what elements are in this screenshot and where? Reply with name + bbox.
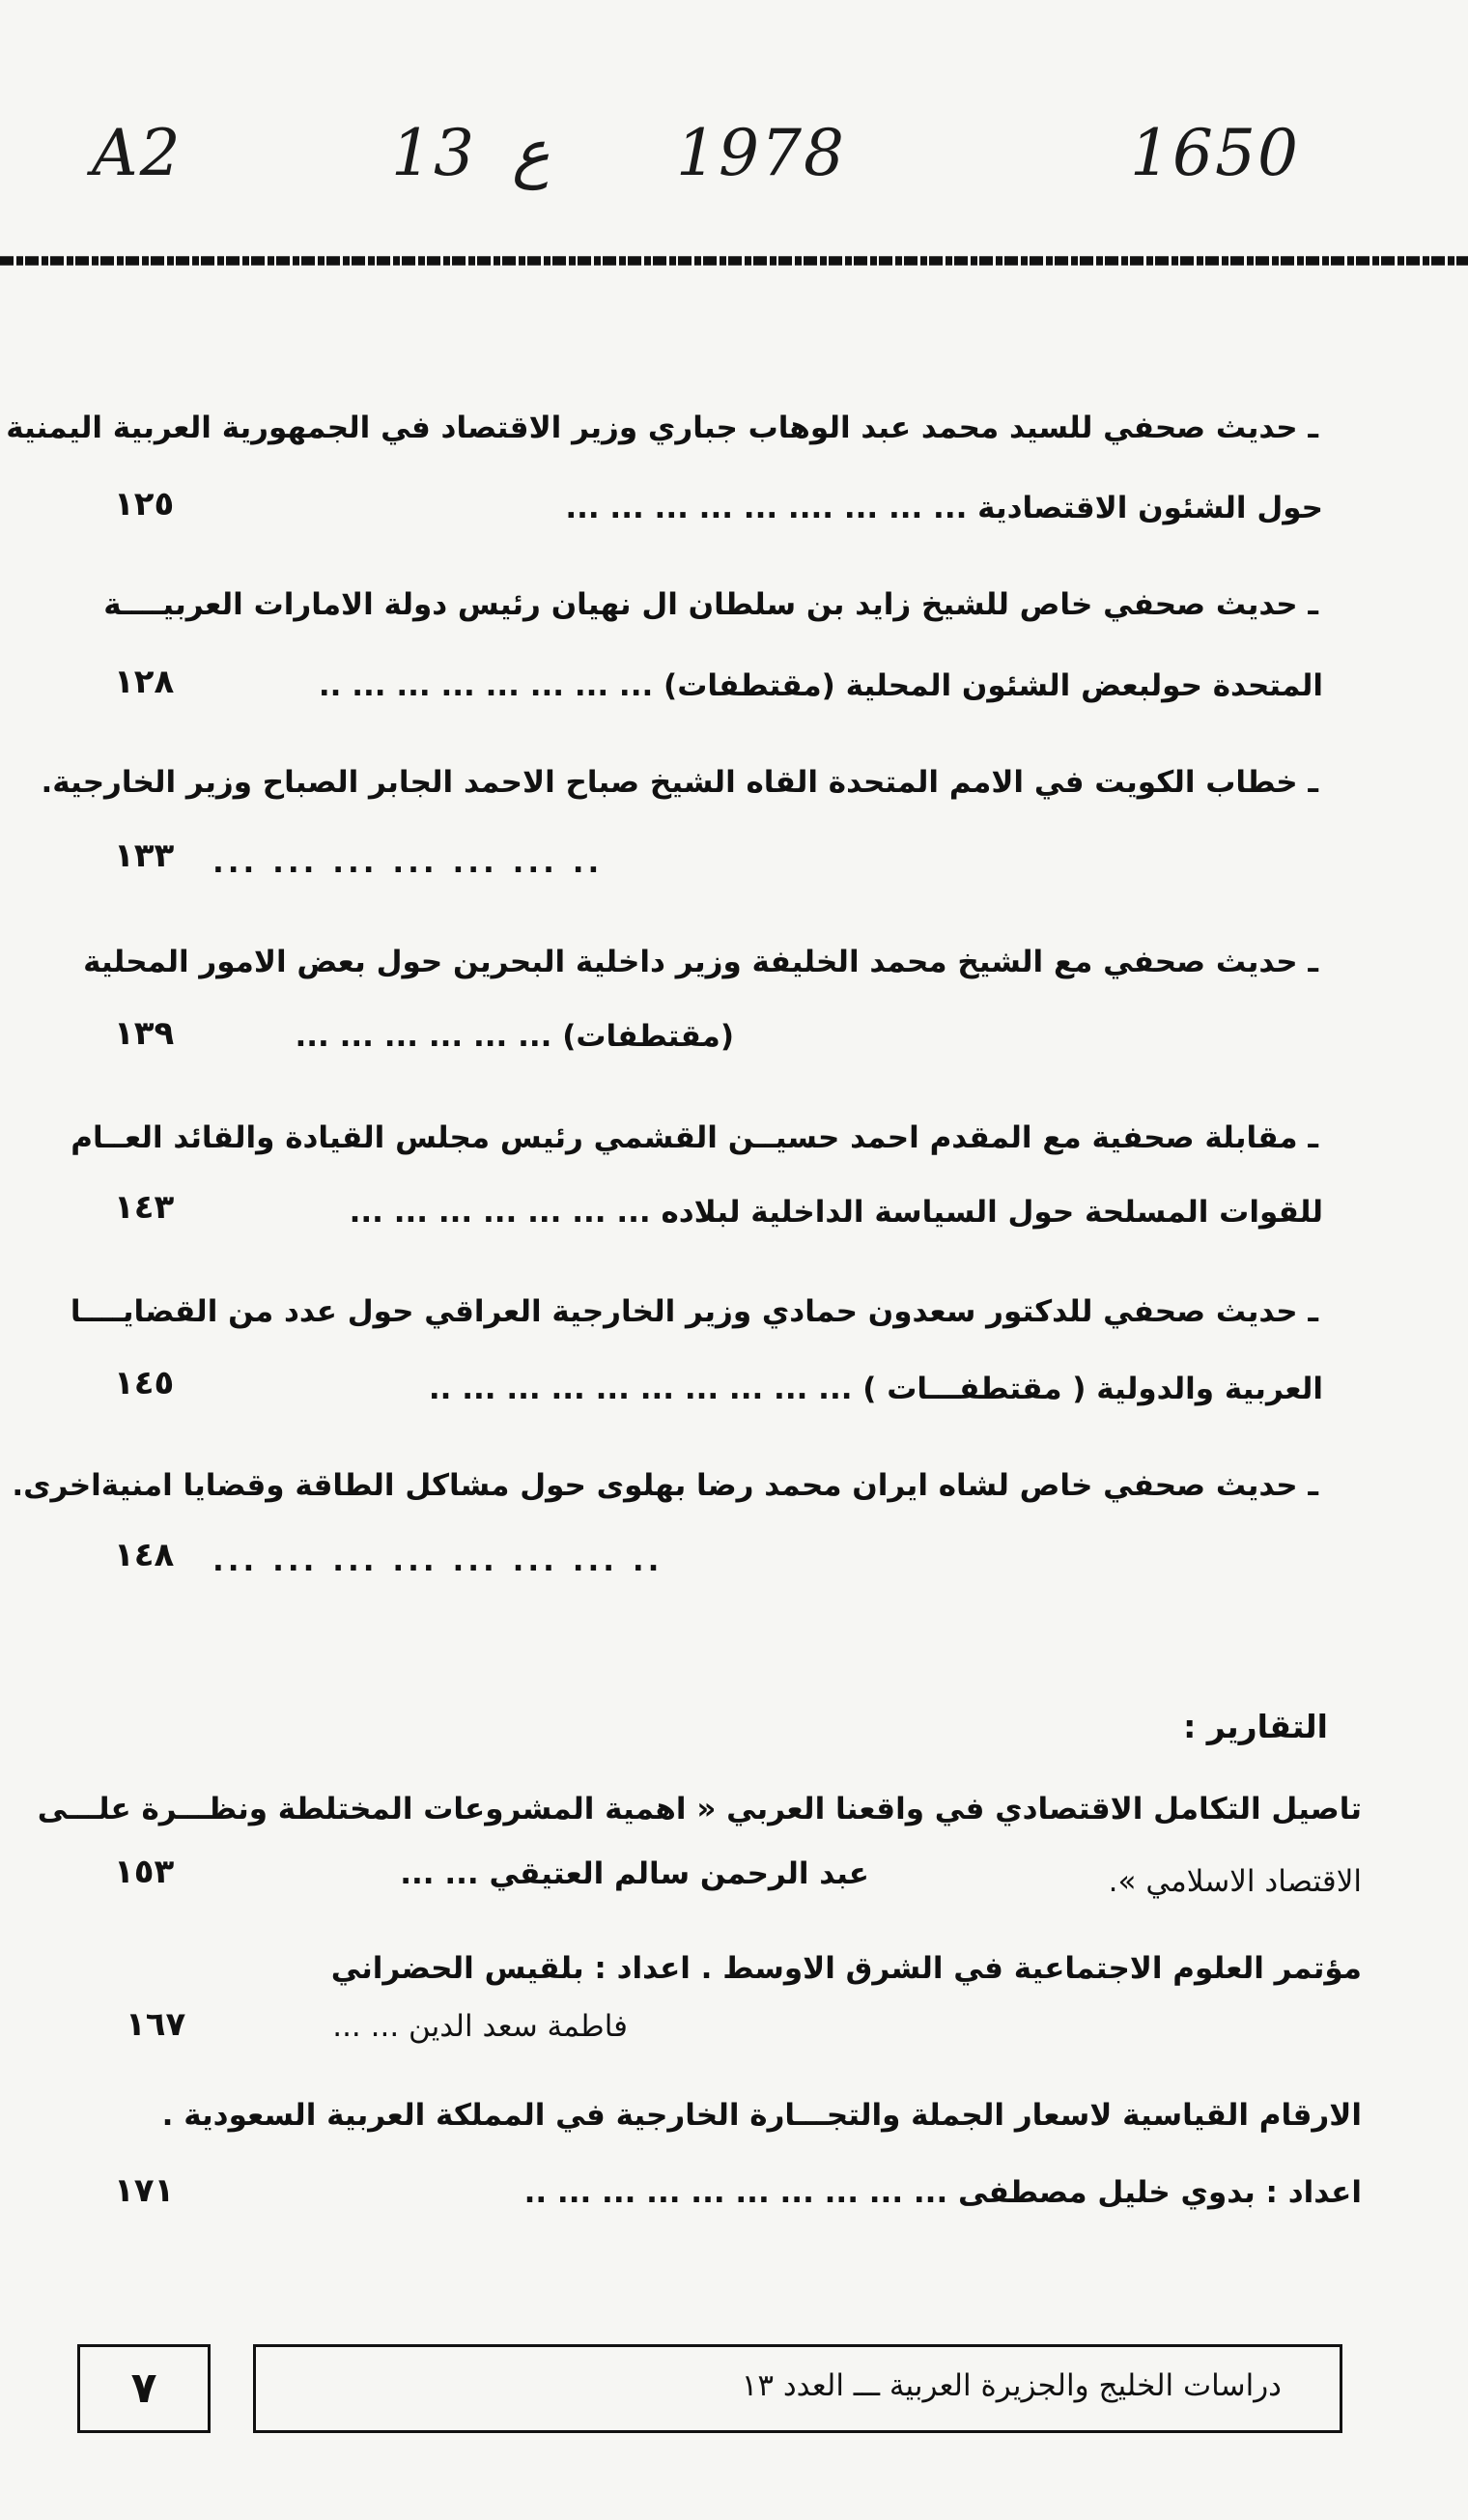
item-7-page: ١٤٨ (114, 1536, 175, 1574)
handwritten-note-1650: 1650 (1130, 116, 1300, 190)
item-5-line-2: للقوات المسلحة حول السياسة الداخلية لبلاده ... ... ... ... ... ... ... (349, 1195, 1323, 1230)
item-4-line-2: (مقتطفات) ... ... ... ... ... ... (295, 1019, 734, 1054)
item-3-page: ١٣٣ (114, 836, 175, 875)
handwritten-note-a2: A2 (92, 116, 183, 190)
item-7-line-2: ... ... ... ... ... ... ... .. (212, 1543, 663, 1578)
report-1-page: ١٥٣ (114, 1853, 175, 1891)
item-6-line-1: ـ حديث صحفي للدكتور سعدون حمادي وزير الخارجية العراقي حول عدد من القضايــــا (70, 1294, 1318, 1329)
report-1-line-1: تاصيل التكامل الاقتصادي في واقعنا العربي « اهمية المشروعات المختلطة ونظـــرة علـــى (37, 1792, 1362, 1826)
page-number-box (77, 2344, 211, 2433)
item-2-line-2: المتحدة حولبعض الشئون المحلية (مقتطفات) ... ... ... ... ... ... ... .. (318, 668, 1323, 703)
item-4-page: ١٣٩ (114, 1014, 175, 1053)
item-5-page: ١٤٣ (114, 1188, 175, 1227)
report-2-page: ١٦٧ (126, 2005, 186, 2044)
item-7-line-1: ـ حديث صحفي خاص لشاه ايران محمد رضا بهلوى حول مشاكل الطاقة وقضايا امنيةاخرى. (12, 1468, 1318, 1503)
handwritten-note-13: 13 (391, 116, 476, 190)
item-4-line-1: ـ حديث صحفي مع الشيخ محمد الخليفة وزير داخلية البحرين حول بعض الامور المحلية (83, 945, 1318, 979)
item-2-page: ١٢٨ (114, 663, 175, 701)
item-1-line-2: حول الشئون الاقتصادية ... ... ... .... ... ... ... ... ... (565, 491, 1323, 525)
decorative-border (0, 253, 1468, 269)
report-3-page: ١٧١ (114, 2171, 175, 2210)
item-3-line-1: ـ خطاب الكويت في الامم المتحدة القاه الشيخ صباح الاحمد الجابر الصباح وزير الخارجية. (41, 765, 1318, 800)
item-2-line-1: ـ حديث صحفي خاص للشيخ زايد بن سلطان ال نهيان رئيس دولة الامارات العربيــــة (103, 587, 1318, 622)
report-3-line-1: الارقام القياسية لاسعار الجملة والتجـــارة الخارجية في المملكة العربية السعودية . (161, 2098, 1362, 2133)
handwritten-note-ain: ع (512, 116, 550, 190)
item-5-line-1: ـ مقابلة صحفية مع المقدم احمد حسيــن القشمي رئيس مجلس القيادة والقائد العــام (71, 1120, 1318, 1155)
journal-footer-box (253, 2344, 1342, 2433)
item-1-line-1: ـ حديث صحفي للسيد محمد عبد الوهاب جباري وزير الاقتصاد في الجمهورية العربية اليمنية (6, 411, 1318, 445)
journal-title: دراسات الخليج والجزيرة العربية ـــ العدد ١٣ (741, 2368, 1282, 2403)
page-number: ٧ (130, 2364, 157, 2413)
item-6-page: ١٤٥ (114, 1364, 175, 1402)
report-2-line-2: فاطمة سعد الدين ... ... (332, 2009, 628, 2044)
report-1-author: عبد الرحمن سالم العتيقي ... ... (400, 1856, 869, 1891)
report-1-line-2: الاقتصاد الاسلامي ». (1108, 1864, 1362, 1899)
report-3-line-2: اعداد : بدوي خليل مصطفى ... ... ... ... ... ... ... ... ... .. (523, 2175, 1362, 2210)
reports-heading: التقارير : (1183, 1708, 1328, 1745)
item-1-page: ١٢٥ (114, 485, 175, 524)
item-6-line-2: العربية والدولية ( مقتطفـــات ) ... ... ... ... ... ... ... ... ... .. (428, 1372, 1323, 1406)
handwritten-note-year: 1978 (676, 116, 846, 190)
item-3-line-2: ... ... ... ... ... ... .. (212, 845, 604, 880)
report-2-line-1: مؤتمر العلوم الاجتماعية في الشرق الاوسط . اعداد : بلقيس الحضراني (330, 1951, 1362, 1986)
